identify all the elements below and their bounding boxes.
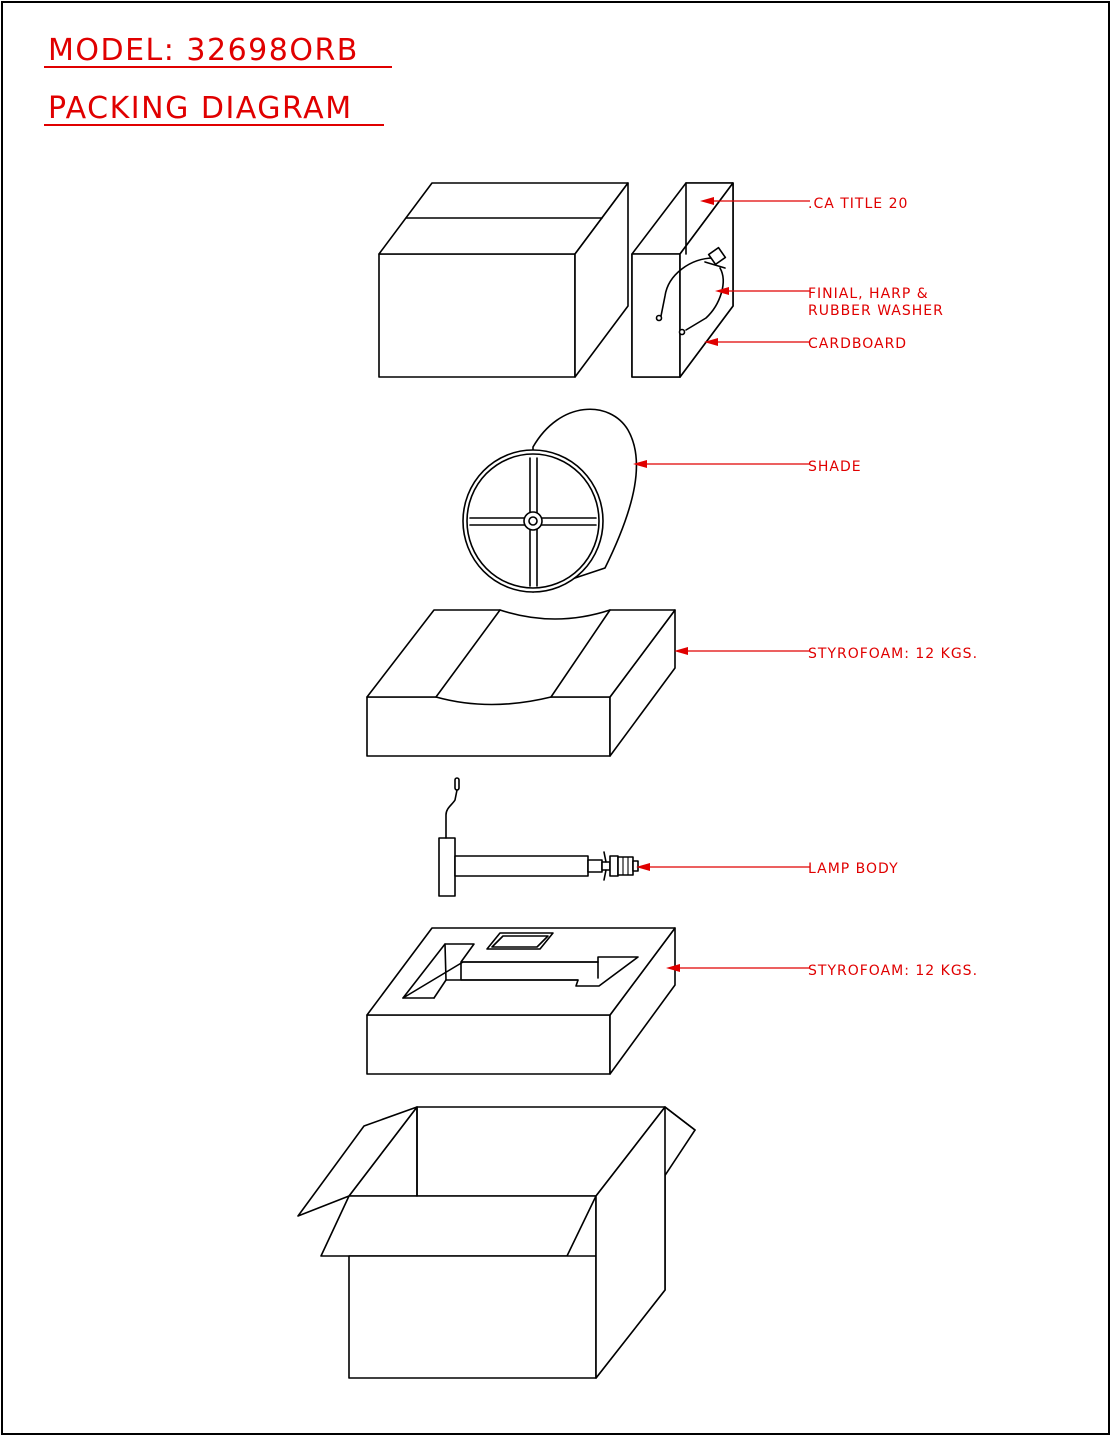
styrofoam-top-drawing [367,610,675,756]
callout-lamp-body: LAMP BODY [808,861,899,877]
callout-cardboard: CARDBOARD [808,336,908,352]
closed-carton-drawing [379,183,628,377]
callout-labels [808,196,978,979]
callout-finial-line2: RUBBER WASHER [808,303,944,319]
shade-drawing [463,409,636,592]
lamp-body-drawing [439,778,638,896]
callout-styrofoam-top: STYROFOAM: 12 KGS. [808,646,979,662]
packing-diagram-title: PACKING DIAGRAM [48,91,353,126]
styrofoam-bottom-drawing [367,928,675,1074]
title-block [44,33,392,126]
callout-styrofoam-bottom: STYROFOAM: 12 KGS. [808,963,979,979]
callout-ca-title: .CA TITLE 20 [808,196,909,212]
open-carton-drawing [298,1107,695,1378]
cardboard-box-drawing [632,183,733,377]
callout-finial-line1: FINIAL, HARP & [808,286,929,302]
callout-shade: SHADE [808,459,862,475]
model-title: MODEL: 32698ORB [48,33,359,68]
